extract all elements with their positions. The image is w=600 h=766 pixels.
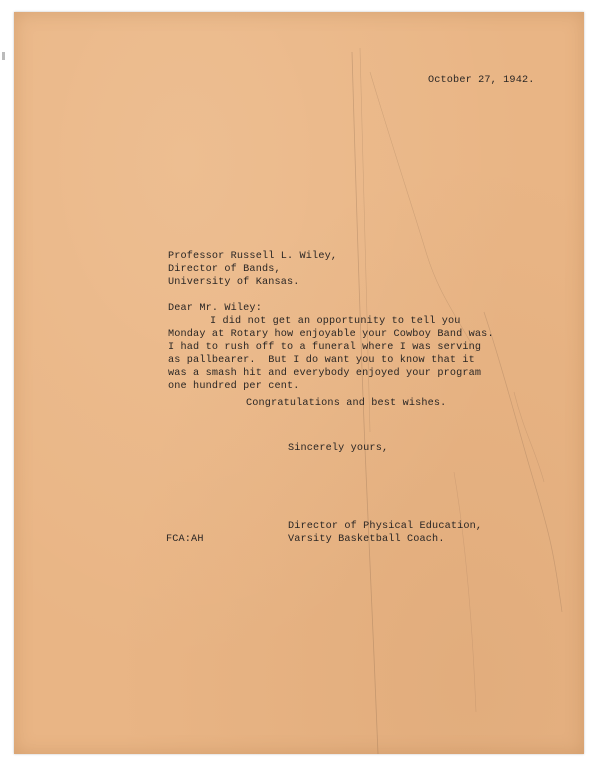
recipient-institution: University of Kansas. — [168, 277, 300, 288]
recipient-name: Professor Russell L. Wiley, — [168, 251, 338, 262]
body-line-2: Monday at Rotary how enjoyable your Cowboy Band was. — [168, 329, 494, 340]
body-line-6: one hundred per cent. — [168, 381, 300, 392]
salutation: Dear Mr. Wiley: — [168, 303, 262, 314]
closing-line: Congratulations and best wishes. — [246, 398, 447, 409]
letter-paper — [14, 12, 584, 754]
letter-date: October 27, 1942. — [428, 75, 535, 86]
body-line-4: as pallbearer. But I do want you to know that it — [168, 355, 475, 366]
signature-title-1: Director of Physical Education, — [288, 521, 483, 532]
typist-initials: FCA:AH — [166, 534, 204, 545]
recipient-title: Director of Bands, — [168, 264, 281, 275]
body-line-5: was a smash hit and everybody enjoyed your program — [168, 368, 482, 379]
signature-title-2: Varsity Basketball Coach. — [288, 534, 445, 545]
body-line-1: I did not get an opportunity to tell you — [210, 316, 461, 327]
signoff: Sincerely yours, — [288, 443, 389, 454]
scan-edge-mark — [2, 52, 5, 60]
body-line-3: I had to rush off to a funeral where I was serving — [168, 342, 482, 353]
